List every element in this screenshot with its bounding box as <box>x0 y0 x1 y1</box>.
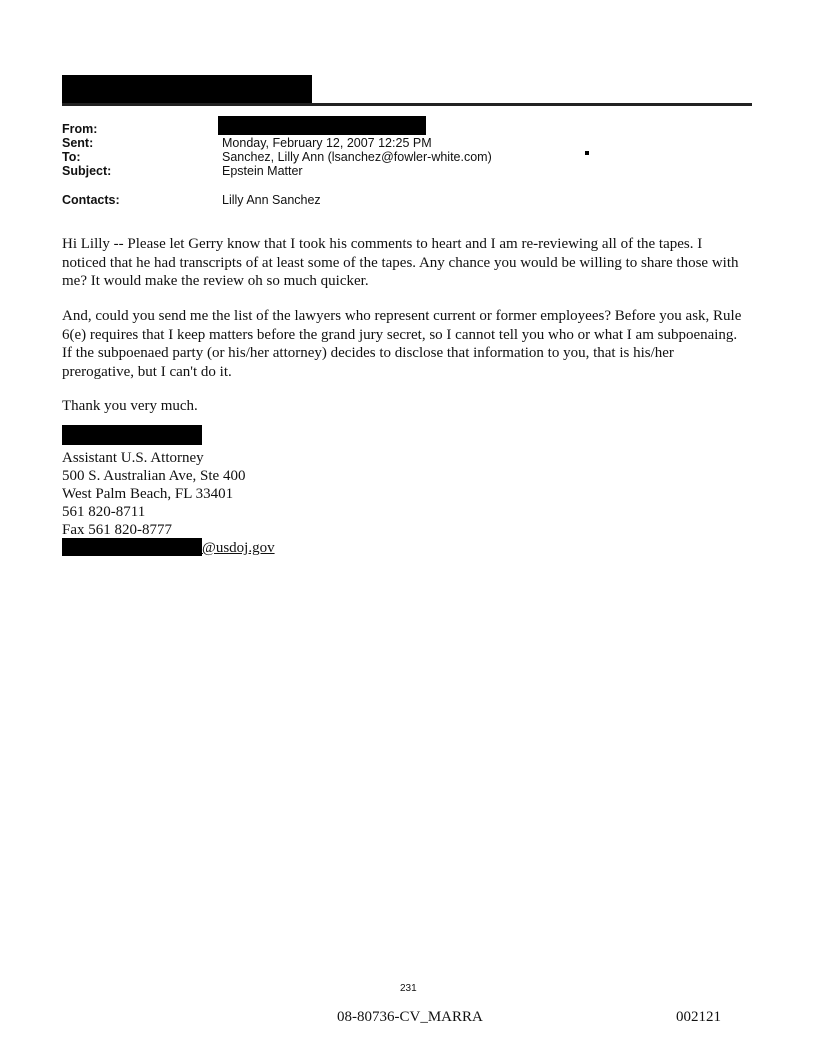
to-value: Sanchez, Lilly Ann (lsanchez@fowler-white.com) <box>222 150 492 164</box>
case-number: 08-80736-CV_MARRA <box>337 1009 483 1025</box>
redacted-signature-name <box>62 425 202 445</box>
to-label: To: <box>62 150 81 164</box>
body-paragraph-2: And, could you send me the list of the lawyers who represent current or former employees? Before you ask, Rule 6(e) requires that I keep matters before the grand jury secret, so I cannot tell you who or what I am subpoenaing. If the subpoenaed party (or his/her attorney) decides to disclose that information to you, that is his/her prerogative, but I can't do it. <box>62 308 742 380</box>
signature-phone: 561 820-8711 <box>62 504 146 520</box>
bates-number: 002121 <box>676 1009 721 1025</box>
body-paragraph-1: Hi Lilly -- Please let Gerry know that I took his comments to heart and I am re-reviewing all of the tapes. I noticed that he had transcripts of at least some of the tapes. Any chance you would be willing to share those with me? It would make the review oh so much quicker. <box>62 236 739 289</box>
sent-label: Sent: <box>62 136 94 150</box>
signature-address-line-2: West Palm Beach, FL 33401 <box>62 486 234 502</box>
sent-value: Monday, February 12, 2007 12:25 PM <box>222 136 432 150</box>
redacted-sender-banner <box>62 75 312 103</box>
redacted-from-value <box>218 116 426 135</box>
signature-fax: Fax 561 820-8777 <box>62 522 172 538</box>
contacts-value: Lilly Ann Sanchez <box>222 193 321 207</box>
signature-title: Assistant U.S. Attorney <box>62 450 204 466</box>
subject-label: Subject: <box>62 164 112 178</box>
header-rule <box>62 103 752 106</box>
from-label: From: <box>62 122 98 136</box>
page-number: 231 <box>400 983 417 994</box>
signature-email-domain: @usdoj.gov <box>202 540 275 556</box>
stray-mark <box>585 151 589 155</box>
body-paragraph-3: Thank you very much. <box>62 398 198 414</box>
redacted-email-local-part <box>62 538 202 556</box>
contacts-label: Contacts: <box>62 193 120 207</box>
subject-value: Epstein Matter <box>222 164 303 178</box>
signature-address-line-1: 500 S. Australian Ave, Ste 400 <box>62 468 246 484</box>
